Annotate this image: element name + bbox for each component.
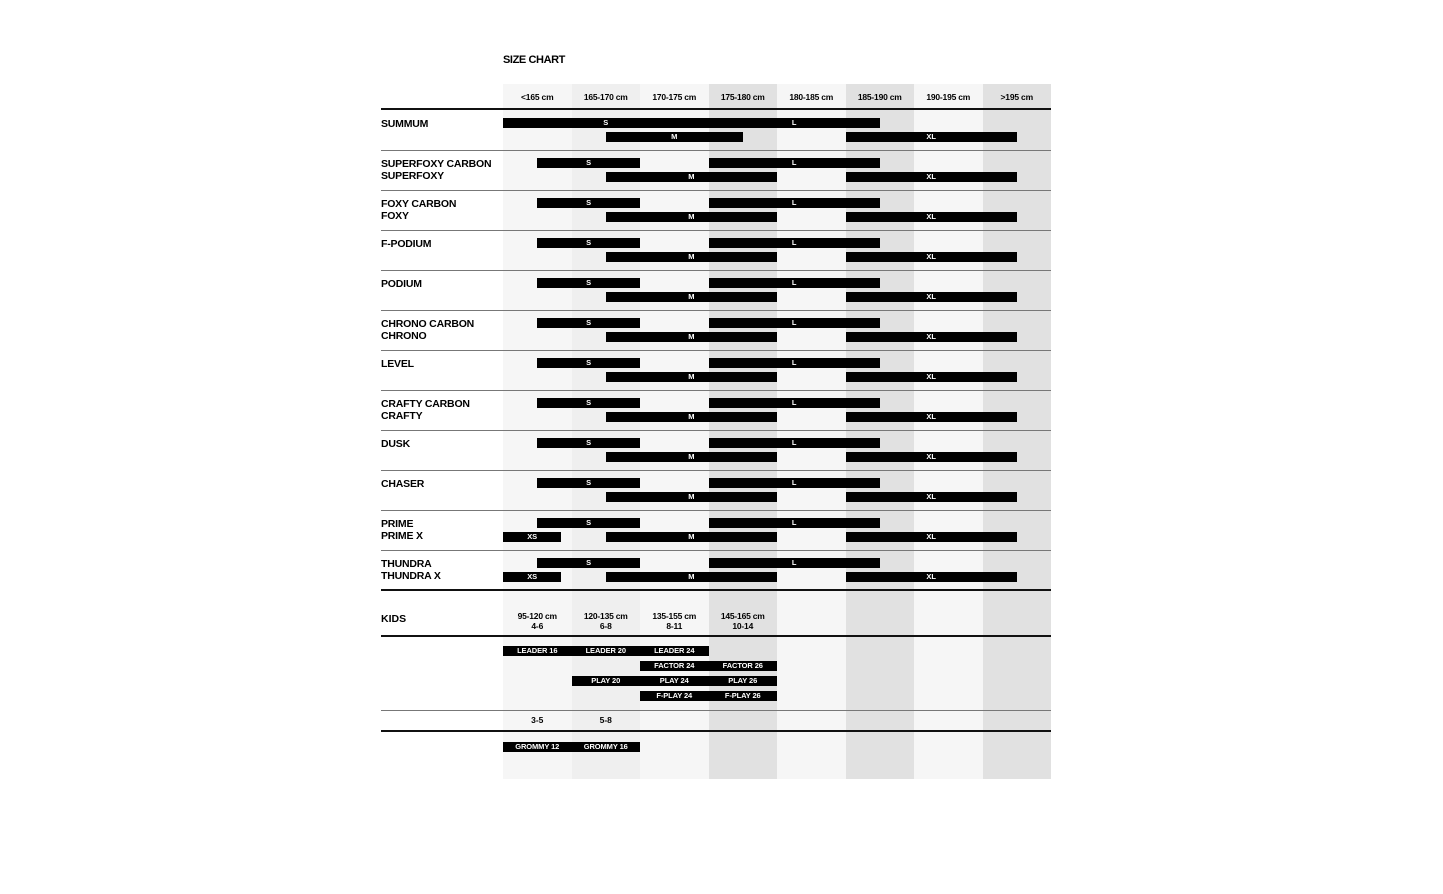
size-bar-m: M	[606, 212, 777, 222]
column-header: 190-195 cm	[926, 92, 971, 102]
row-divider	[381, 430, 1051, 431]
model-name: CRAFTY	[381, 410, 423, 422]
model-label	[381, 558, 441, 582]
row-divider	[381, 150, 1051, 151]
model-label	[381, 158, 491, 182]
column-band	[503, 84, 572, 779]
model-name: PODIUM	[381, 278, 422, 290]
model-label	[381, 318, 474, 342]
row-divider	[381, 350, 1051, 351]
model-label	[381, 478, 424, 490]
kids-column-header	[640, 611, 709, 631]
toddler-rule	[381, 730, 1051, 732]
row-divider	[381, 270, 1051, 271]
size-bar-s: S	[503, 118, 709, 128]
model-name: CRAFTY CARBON	[381, 398, 470, 410]
kids-bike-bar: LEADER 24	[640, 646, 709, 656]
kids-age: 6-8	[599, 621, 612, 631]
row-divider	[381, 510, 1051, 511]
column-band	[709, 84, 778, 779]
model-name: F-PODIUM	[381, 238, 432, 250]
kids-column-header	[572, 611, 641, 631]
kids-height: 135-155 cm	[652, 611, 697, 621]
size-bar-l: L	[709, 278, 880, 288]
header-rule	[381, 108, 1051, 110]
size-bar-m: M	[606, 132, 743, 142]
model-name: SUPERFOXY	[381, 170, 444, 182]
size-bar-xl: XL	[846, 172, 1017, 182]
kids-age: 10-14	[732, 621, 754, 631]
kids-title: KIDS	[381, 613, 407, 625]
size-bar-xl: XL	[846, 132, 1017, 142]
size-bar-l: L	[709, 318, 880, 328]
size-bar-l: L	[709, 118, 880, 128]
model-name: FOXY	[381, 210, 409, 222]
toddler-age: 5-8	[599, 715, 612, 725]
kids-bike-bar: LEADER 20	[572, 646, 641, 656]
toddler-bike-bar: GROMMY 12	[503, 742, 572, 752]
row-divider	[381, 470, 1051, 471]
row-divider	[381, 390, 1051, 391]
row-divider	[381, 550, 1051, 551]
size-bar-s: S	[537, 198, 640, 208]
toddler-bike-bar: GROMMY 16	[572, 742, 641, 752]
size-bar-l: L	[709, 438, 880, 448]
model-name: SUPERFOXY CARBON	[381, 158, 492, 170]
size-bar-m: M	[606, 372, 777, 382]
row-divider	[381, 190, 1051, 191]
size-bar-l: L	[709, 358, 880, 368]
toddler-divider	[381, 710, 1051, 711]
column-band	[846, 84, 915, 779]
column-header: <165 cm	[521, 92, 554, 102]
kids-header-rule	[381, 635, 1051, 637]
size-bar-l: L	[709, 478, 880, 488]
size-bar-m: M	[606, 532, 777, 542]
kids-column-header	[709, 611, 778, 631]
kids-bike-bar: F-PLAY 24	[640, 691, 709, 701]
model-label	[381, 198, 456, 222]
size-bar-s: S	[537, 478, 640, 488]
column-header: 165-170 cm	[583, 92, 628, 102]
size-bar-s: S	[537, 278, 640, 288]
column-header: >195 cm	[1000, 92, 1033, 102]
model-name: PRIME X	[381, 530, 423, 542]
size-bar-xs: XS	[503, 572, 561, 582]
size-bar-xl: XL	[846, 212, 1017, 222]
row-divider	[381, 310, 1051, 311]
kids-bike-bar: FACTOR 24	[640, 661, 709, 671]
size-bar-s: S	[537, 518, 640, 528]
model-name: CHRONO	[381, 330, 427, 342]
model-label	[381, 518, 423, 542]
size-bar-s: S	[537, 238, 640, 248]
model-name: CHRONO CARBON	[381, 318, 475, 330]
model-label	[381, 438, 410, 450]
kids-bike-bar: PLAY 20	[572, 676, 641, 686]
size-bar-xl: XL	[846, 572, 1017, 582]
model-name: DUSK	[381, 438, 410, 450]
model-label	[381, 118, 428, 130]
kids-bike-bar: PLAY 26	[709, 676, 778, 686]
kids-age: 4-6	[531, 621, 544, 631]
size-bar-s: S	[537, 438, 640, 448]
size-bar-xl: XL	[846, 492, 1017, 502]
size-bar-xl: XL	[846, 412, 1017, 422]
kids-height: 95-120 cm	[517, 611, 557, 621]
row-divider	[381, 230, 1051, 231]
size-bar-l: L	[709, 398, 880, 408]
model-label	[381, 278, 422, 290]
kids-column-header	[503, 611, 572, 631]
size-bar-xl: XL	[846, 332, 1017, 342]
adult-bottom-rule	[381, 589, 1051, 591]
model-name: SUMMUM	[381, 118, 429, 130]
column-header: 175-180 cm	[720, 92, 765, 102]
size-bar-s: S	[537, 158, 640, 168]
model-name: THUNDRA X	[381, 570, 441, 582]
size-bar-s: S	[537, 358, 640, 368]
chart-title: SIZE CHART	[503, 54, 566, 66]
kids-bike-bar: F-PLAY 26	[709, 691, 778, 701]
size-bar-l: L	[709, 518, 880, 528]
size-bar-m: M	[606, 332, 777, 342]
kids-height: 120-135 cm	[583, 611, 628, 621]
size-bar-m: M	[606, 572, 777, 582]
size-bar-m: M	[606, 172, 777, 182]
kids-height: 145-165 cm	[720, 611, 765, 621]
size-bar-s: S	[537, 398, 640, 408]
size-bar-m: M	[606, 292, 777, 302]
model-label	[381, 398, 470, 422]
size-bar-xl: XL	[846, 452, 1017, 462]
column-header: 170-175 cm	[652, 92, 697, 102]
kids-bike-bar: FACTOR 26	[709, 661, 778, 671]
size-bar-xs: XS	[503, 532, 561, 542]
model-name: FOXY CARBON	[381, 198, 457, 210]
size-bar-l: L	[709, 198, 880, 208]
toddler-age: 3-5	[531, 715, 544, 725]
kids-age: 8-11	[666, 621, 683, 631]
size-bar-xl: XL	[846, 532, 1017, 542]
size-bar-m: M	[606, 452, 777, 462]
size-bar-l: L	[709, 158, 880, 168]
model-name: LEVEL	[381, 358, 414, 370]
column-band	[640, 84, 709, 779]
column-header: 180-185 cm	[789, 92, 834, 102]
size-bar-m: M	[606, 492, 777, 502]
size-bar-xl: XL	[846, 252, 1017, 262]
column-band	[983, 84, 1052, 779]
column-band	[777, 84, 846, 779]
model-name: PRIME	[381, 518, 414, 530]
size-bar-m: M	[606, 412, 777, 422]
column-header: 185-190 cm	[857, 92, 902, 102]
model-name: CHASER	[381, 478, 425, 490]
kids-bike-bar: LEADER 16	[503, 646, 572, 656]
model-label	[381, 358, 414, 370]
kids-bike-bar: PLAY 24	[640, 676, 709, 686]
size-bar-l: L	[709, 238, 880, 248]
size-bar-xl: XL	[846, 292, 1017, 302]
size-bar-xl: XL	[846, 372, 1017, 382]
model-label	[381, 238, 431, 250]
size-bar-s: S	[537, 318, 640, 328]
size-bar-l: L	[709, 558, 880, 568]
size-bar-s: S	[537, 558, 640, 568]
column-band	[914, 84, 983, 779]
model-name: THUNDRA	[381, 558, 432, 570]
size-bar-m: M	[606, 252, 777, 262]
column-band	[572, 84, 641, 779]
